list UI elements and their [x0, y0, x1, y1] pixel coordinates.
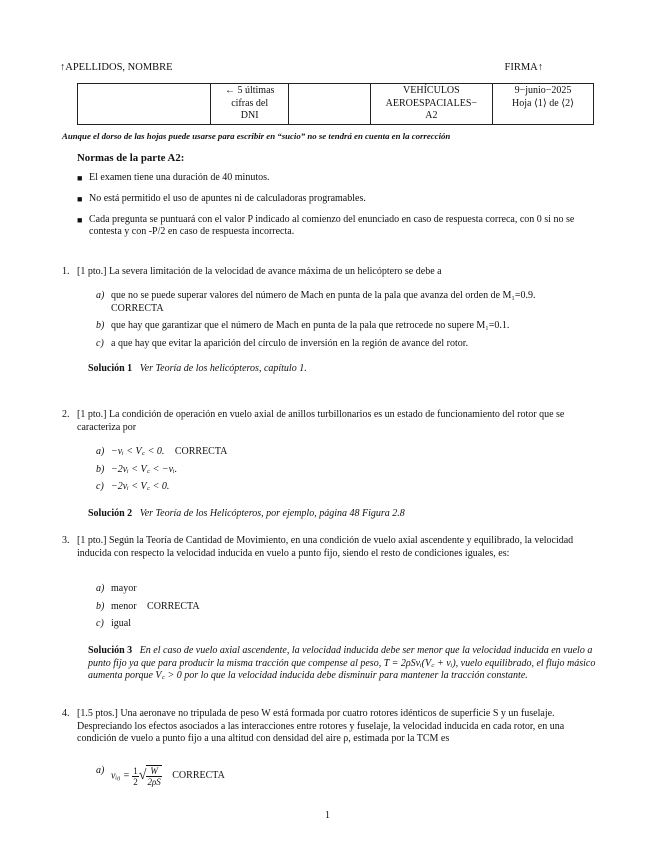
question-2: 2. [1 pto.] La condición de operación en vuelo axial de anillos turbillonarios es un estado de funcionamiento del rotor que se caracteriza por	[62, 409, 565, 433]
question-1-options	[96, 290, 602, 355]
rule-item: ■ No está permitido el uso de apuntes ni de calculadoras programables.	[77, 193, 366, 204]
option-item[interactable]: b) menor CORRECTA	[96, 600, 200, 612]
rules-title: Normas de la parte A2:	[77, 152, 185, 164]
rule-item: ■ El examen tiene una duración de 40 minutos.	[77, 172, 270, 183]
solution-2: Solución 2 Ver Teoría de los Helicópteros, por ejemplo, página 48 Figura 2.8	[88, 508, 405, 519]
option-item[interactable]: a) mayor	[96, 583, 137, 594]
dni-box[interactable]	[288, 84, 370, 125]
rule-item: ■ Cada pregunta se puntuará con el valor P indicado al comienzo del enunciado en caso de respuesta correca, con 0 si no se contesta y con -P/2 en caso de respuesta incorrecta.	[77, 214, 575, 237]
name-box[interactable]	[78, 84, 211, 125]
bullet-icon: ■	[77, 194, 83, 204]
question-4: 4. [1.5 ptos.] Una aeronave no tripulada de peso W está formada por cuatro rotores idénticos de superficie S y un fuselaje. Despreciando los efectos asociados a las interacciones entre rotores y fuselaje, la velocidad inducida en cada rotor, en una condición de vuelo a punto fijo a una altitud con densidad del aire ρ, estimada por la TCM es	[62, 708, 565, 744]
question-3: 3. [1 pto.] Según la Teoría de Cantidad de Movimiento, en una condición de vuelo axial ascendente y equilibrado, la velocidad inducida con respecto la velocidad inducida en vuelo a punto fijo, siendo el resto de condiciones iguales, es:	[62, 535, 574, 559]
option-item[interactable]: c) −2vᵢ < V꜀ < 0.	[96, 481, 170, 492]
course-cell: VEHÍCULOS AEROESPACIALES− A2	[370, 84, 492, 125]
solution-3: Solución 3 En el caso de vuelo axial ascendente, la velocidad inducida debe ser menor que la velocidad inducida en vuelo a punto fijo ya que para producir la misma tracción que compense al peso, T = 2ρSvᵢ(V꜀ + vᵢ), vuelo equilibrado, el flujo másico aumenta porque V꜀ > 0 por lo que la velocidad inducida debe disminuir para mantener la tracción constante.	[88, 645, 596, 681]
question-4-options	[96, 765, 602, 792]
solution-1: Solución 1 Ver Teoría de los helicópteros, capítulo 1.	[88, 363, 307, 374]
header-table	[77, 83, 594, 125]
option-item[interactable]: c) a que hay que evitar la aparición del círculo de inversión en la región de avance del rotor.	[96, 337, 469, 349]
option-item[interactable]: a) vᵢ₀ = $\frac{1}{2}$ √ $\frac{W}{2\rho S}$ CORRECTA	[96, 765, 225, 787]
option-item[interactable]: b) que hay que garantizar que el número de Mach en punta de la pala que retrocede no supere M₁=0.1.	[96, 320, 510, 331]
question-1: 1. [1 pto.] La severa limitación de la velocidad de avance máxima de un helicóptero se debe a	[62, 266, 442, 277]
page-number: 1	[325, 810, 330, 821]
option-item[interactable]: b) −2vᵢ < V꜀ < −vᵢ.	[96, 463, 178, 475]
date-cell: 9−junio−2025 Hoja ⟨1⟩ de ⟨2⟩	[493, 84, 594, 125]
rules-list	[77, 172, 602, 247]
question-2-options	[96, 446, 602, 499]
option-item[interactable]: c) igual	[96, 618, 131, 629]
signature-label: FIRMA↑	[504, 62, 543, 73]
option-item[interactable]: a) −vᵢ < V꜀ < 0. CORRECTA	[96, 446, 228, 457]
question-3-options	[96, 583, 602, 636]
surname-label: ↑APELLIDOS, NOMBRE	[60, 62, 173, 73]
bullet-icon: ■	[77, 173, 83, 183]
option-item[interactable]: a) que no se puede superar valores del número de Mach en punta de la pala que avanza del orden de M₁=0.9. CORRECTA	[96, 290, 536, 314]
fraction: $\frac{1}{2}$	[133, 765, 138, 787]
sqrt-icon: √	[138, 767, 147, 783]
notice-text: Aunque el dorso de las hojas puede usarse para escribir en “sucio” no se tendrá en cuenta en la corrección	[62, 131, 451, 141]
dni-label-cell: ← 5 últimas cifras del DNI	[211, 84, 288, 125]
bullet-icon: ■	[77, 215, 83, 225]
radicand: $\frac{W}{2\rho S}$	[147, 766, 161, 787]
